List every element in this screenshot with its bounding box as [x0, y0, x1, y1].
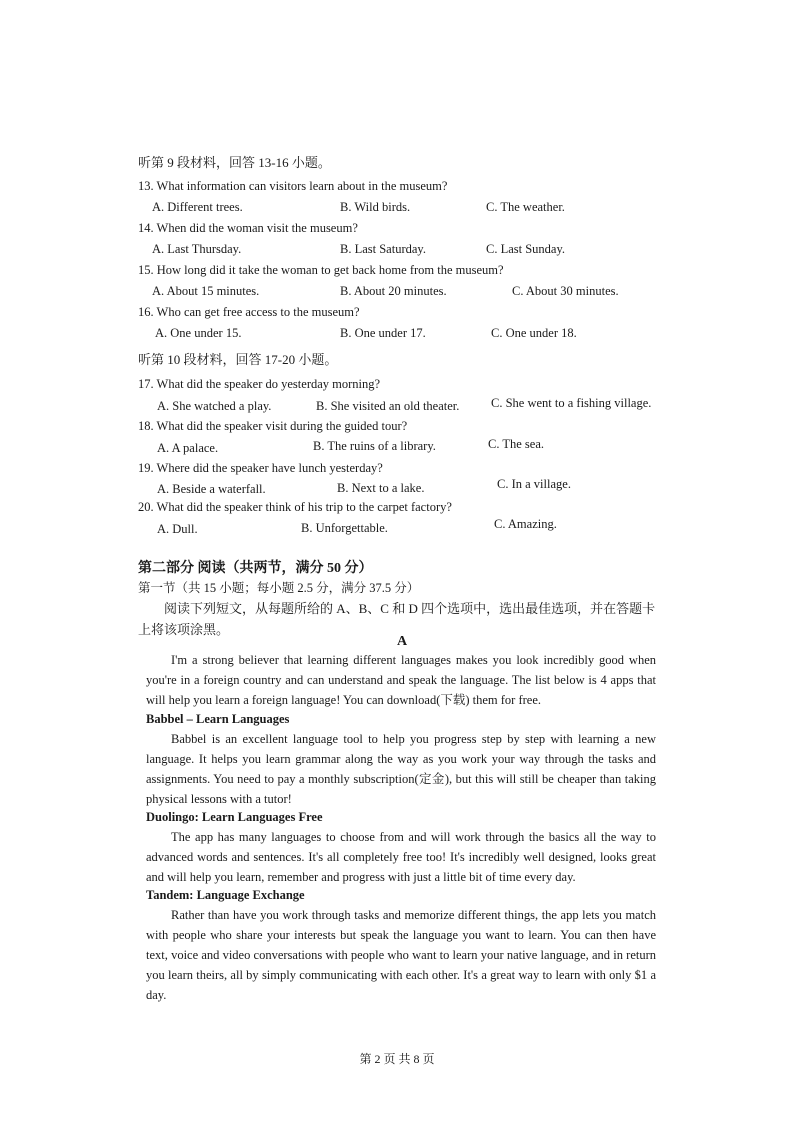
q18-option-a: A. A palace. [157, 441, 219, 455]
question-17: 17. What did the speaker do yesterday morning? [138, 377, 381, 391]
q20-option-b: B. Unforgettable. [301, 521, 388, 535]
passage-letter: A [396, 634, 408, 649]
question-13: 13. What information can visitors learn about in the museum? [138, 179, 448, 193]
passage-intro: I'm a strong believer that learning different languages makes you look incredibly good when you're in a foreign country and can understand and speak the language. The list below is 4 apps that will help you learn a foreign language! You can download(下载) them for free. [146, 653, 656, 707]
q13-option-a: A. Different trees. [152, 200, 243, 214]
q14-option-c: C. Last Sunday. [486, 242, 566, 256]
q20-option-c: C. Amazing. [494, 517, 557, 531]
listening-section-10-heading: 听第 10 段材料，回答 17-20 小题。 [138, 352, 338, 367]
q19-option-b: B. Next to a lake. [337, 481, 425, 495]
question-19: 19. Where did the speaker have lunch yesterday? [138, 461, 383, 475]
q20-option-a: A. Dull. [157, 522, 198, 536]
reading-section-1-heading: 第一节（共 15 小题；每小题 2.5 分，满分 37.5 分） [138, 581, 420, 595]
question-15: 15. How long did it take the woman to get back home from the museum? [138, 263, 504, 277]
app-text-duolingo: The app has many languages to choose from and will work through the basics all the way to advanced words and sentences. It's all completely free too! It's incredibly well designed, looks great and will help you learn, remember and progress with just a little bit of time every day. [146, 830, 656, 884]
q15-option-b: B. About 20 minutes. [340, 284, 447, 298]
question-14: 14. When did the woman visit the museum? [138, 221, 358, 235]
app-title-babbel: Babbel – Learn Languages [146, 712, 290, 726]
q19-option-c: C. In a village. [497, 477, 571, 491]
page-footer: 第 2 页 共 8 页 [359, 1052, 435, 1066]
q17-option-c: C. She went to a fishing village. [491, 396, 652, 410]
q16-option-a: A. One under 15. [155, 326, 242, 340]
question-16: 16. Who can get free access to the museum? [138, 305, 360, 319]
q17-option-b: B. She visited an old theater. [316, 399, 460, 413]
q15-option-c: C. About 30 minutes. [512, 284, 619, 298]
app-title-tandem: Tandem: Language Exchange [146, 888, 305, 902]
reading-instructions: 阅读下列短文，从每题所给的 A、B、C 和 D 四个选项中，选出最佳选项，并在答题卡上将该项涂黑。 [138, 601, 656, 637]
app-text-tandem: Rather than have you work through tasks and memorize different things, the app lets you match with people who share your interests but speak the language you want to learn. You can then have text, voice and video conversations with people who want to learn your native language, and in return you learn theirs, all by simply communicating with each other. It's a great way to learn with only $1 a day. [146, 908, 656, 1002]
q16-option-b: B. One under 17. [340, 326, 426, 340]
question-18: 18. What did the speaker visit during the guided tour? [138, 419, 408, 433]
q13-option-b: B. Wild birds. [340, 200, 411, 214]
q14-option-b: B. Last Saturday. [340, 242, 426, 256]
app-title-duolingo: Duolingo: Learn Languages Free [146, 810, 323, 824]
q18-option-b: B. The ruins of a library. [313, 439, 436, 453]
q14-option-a: A. Last Thursday. [152, 242, 242, 256]
q13-option-c: C. The weather. [486, 200, 565, 214]
q19-option-a: A. Beside a waterfall. [157, 482, 266, 496]
q18-option-c: C. The sea. [488, 437, 545, 451]
reading-part-title: 第二部分 阅读（共两节，满分 50 分） [138, 561, 373, 576]
q17-option-a: A. She watched a play. [157, 399, 272, 413]
app-text-babbel: Babbel is an excellent language tool to help you progress step by step with learning a new language. It helps you learn grammar along the way as you work your way through the tasks and assignments. You need to pay a monthly subscription(定金), but this will still be cheaper than taking physical lessons with a tutor! [146, 732, 656, 806]
question-20: 20. What did the speaker think of his trip to the carpet factory? [138, 500, 452, 514]
q15-option-a: A. About 15 minutes. [152, 284, 260, 298]
listening-section-9-heading: 听第 9 段材料，回答 13-16 小题。 [138, 155, 331, 170]
q16-option-c: C. One under 18. [491, 326, 577, 340]
